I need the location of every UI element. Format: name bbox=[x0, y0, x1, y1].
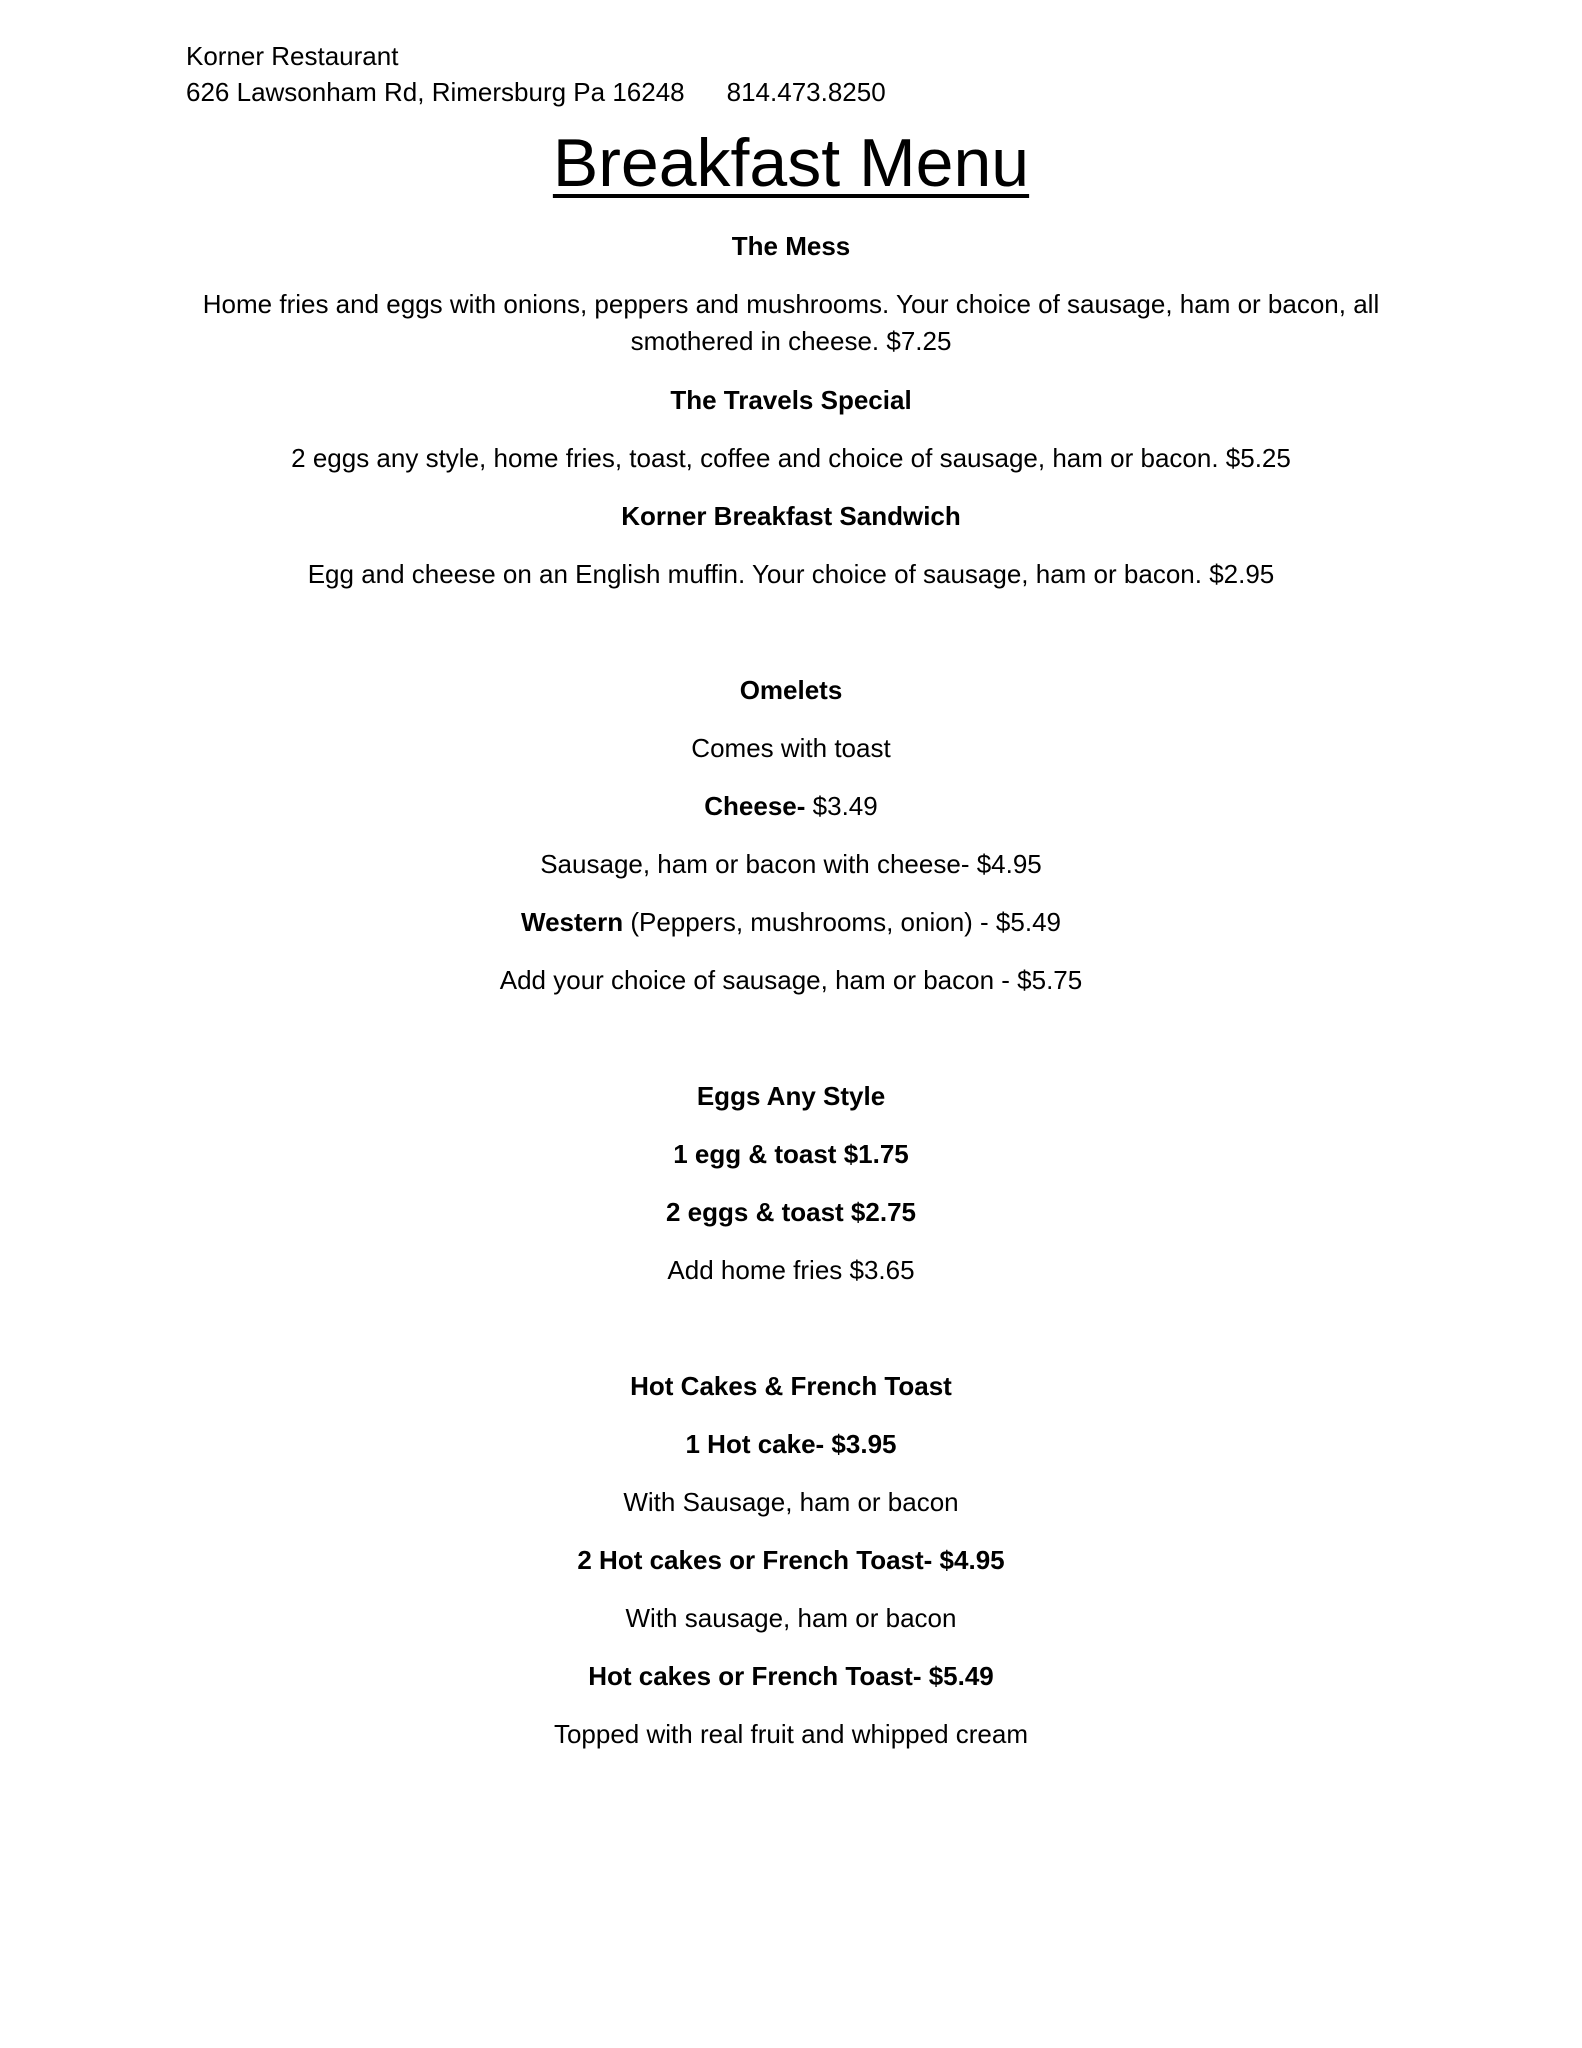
item-desc-the-mess: Home fries and eggs with onions, peppers and mushrooms. Your choice of sausage, ham or bacon, all smothered in cheese. $7.25 bbox=[202, 289, 1380, 356]
section-title-eggs: Eggs Any Style bbox=[696, 1081, 886, 1111]
item-title-the-mess: The Mess bbox=[731, 231, 851, 261]
omelet-western-desc: (Peppers, mushrooms, onion) - $5.49 bbox=[623, 907, 1061, 937]
omelet-meat: Sausage, ham or bacon with cheese- $4.95 bbox=[540, 849, 1042, 879]
section-title-omelets: Omelets bbox=[739, 675, 843, 705]
eggs-two: 2 eggs & toast $2.75 bbox=[666, 1197, 916, 1227]
address-row bbox=[186, 74, 886, 110]
restaurant-address: 626 Lawsonham Rd, Rimersburg Pa 16248 bbox=[186, 77, 685, 107]
menu-body bbox=[190, 228, 1392, 1774]
omelet-cheese bbox=[190, 788, 1392, 824]
item-desc-breakfast-sandwich: Egg and cheese on an English muffin. Your choice of sausage, ham or bacon. $2.95 bbox=[307, 559, 1275, 589]
omelet-cheese-price: $3.49 bbox=[805, 791, 878, 821]
eggs-one: 1 egg & toast $1.75 bbox=[673, 1139, 909, 1169]
section-title-hotcakes: Hot Cakes & French Toast bbox=[630, 1371, 952, 1401]
omelet-western bbox=[190, 904, 1392, 940]
hotcakes-one: 1 Hot cake- $3.95 bbox=[685, 1429, 897, 1459]
section-spacer bbox=[190, 614, 1392, 672]
restaurant-phone: 814.473.8250 bbox=[726, 77, 886, 107]
omelets-note: Comes with toast bbox=[691, 733, 891, 763]
hotcakes-one-note: With Sausage, ham or bacon bbox=[623, 1487, 959, 1517]
hotcakes-fruit: Hot cakes or French Toast- $5.49 bbox=[588, 1661, 994, 1691]
hotcakes-two-note: With sausage, ham or bacon bbox=[625, 1603, 957, 1633]
omelet-add: Add your choice of sausage, ham or bacon - $5.75 bbox=[499, 965, 1083, 995]
hotcakes-two: 2 Hot cakes or French Toast- $4.95 bbox=[577, 1545, 1005, 1575]
eggs-add: Add home fries $3.65 bbox=[667, 1255, 915, 1285]
omelet-western-label: Western bbox=[521, 907, 624, 937]
section-spacer bbox=[190, 1310, 1392, 1368]
restaurant-header bbox=[186, 38, 886, 110]
section-spacer bbox=[190, 1020, 1392, 1078]
item-desc-travels-special: 2 eggs any style, home fries, toast, coffee and choice of sausage, ham or bacon. $5.25 bbox=[291, 443, 1291, 473]
item-title-breakfast-sandwich: Korner Breakfast Sandwich bbox=[621, 501, 961, 531]
page-title: Breakfast Menu bbox=[552, 125, 1030, 201]
restaurant-name: Korner Restaurant bbox=[186, 41, 399, 71]
item-title-travels-special: The Travels Special bbox=[670, 385, 912, 415]
hotcakes-fruit-note: Topped with real fruit and whipped cream bbox=[553, 1719, 1029, 1749]
omelet-cheese-label: Cheese- bbox=[704, 791, 806, 821]
